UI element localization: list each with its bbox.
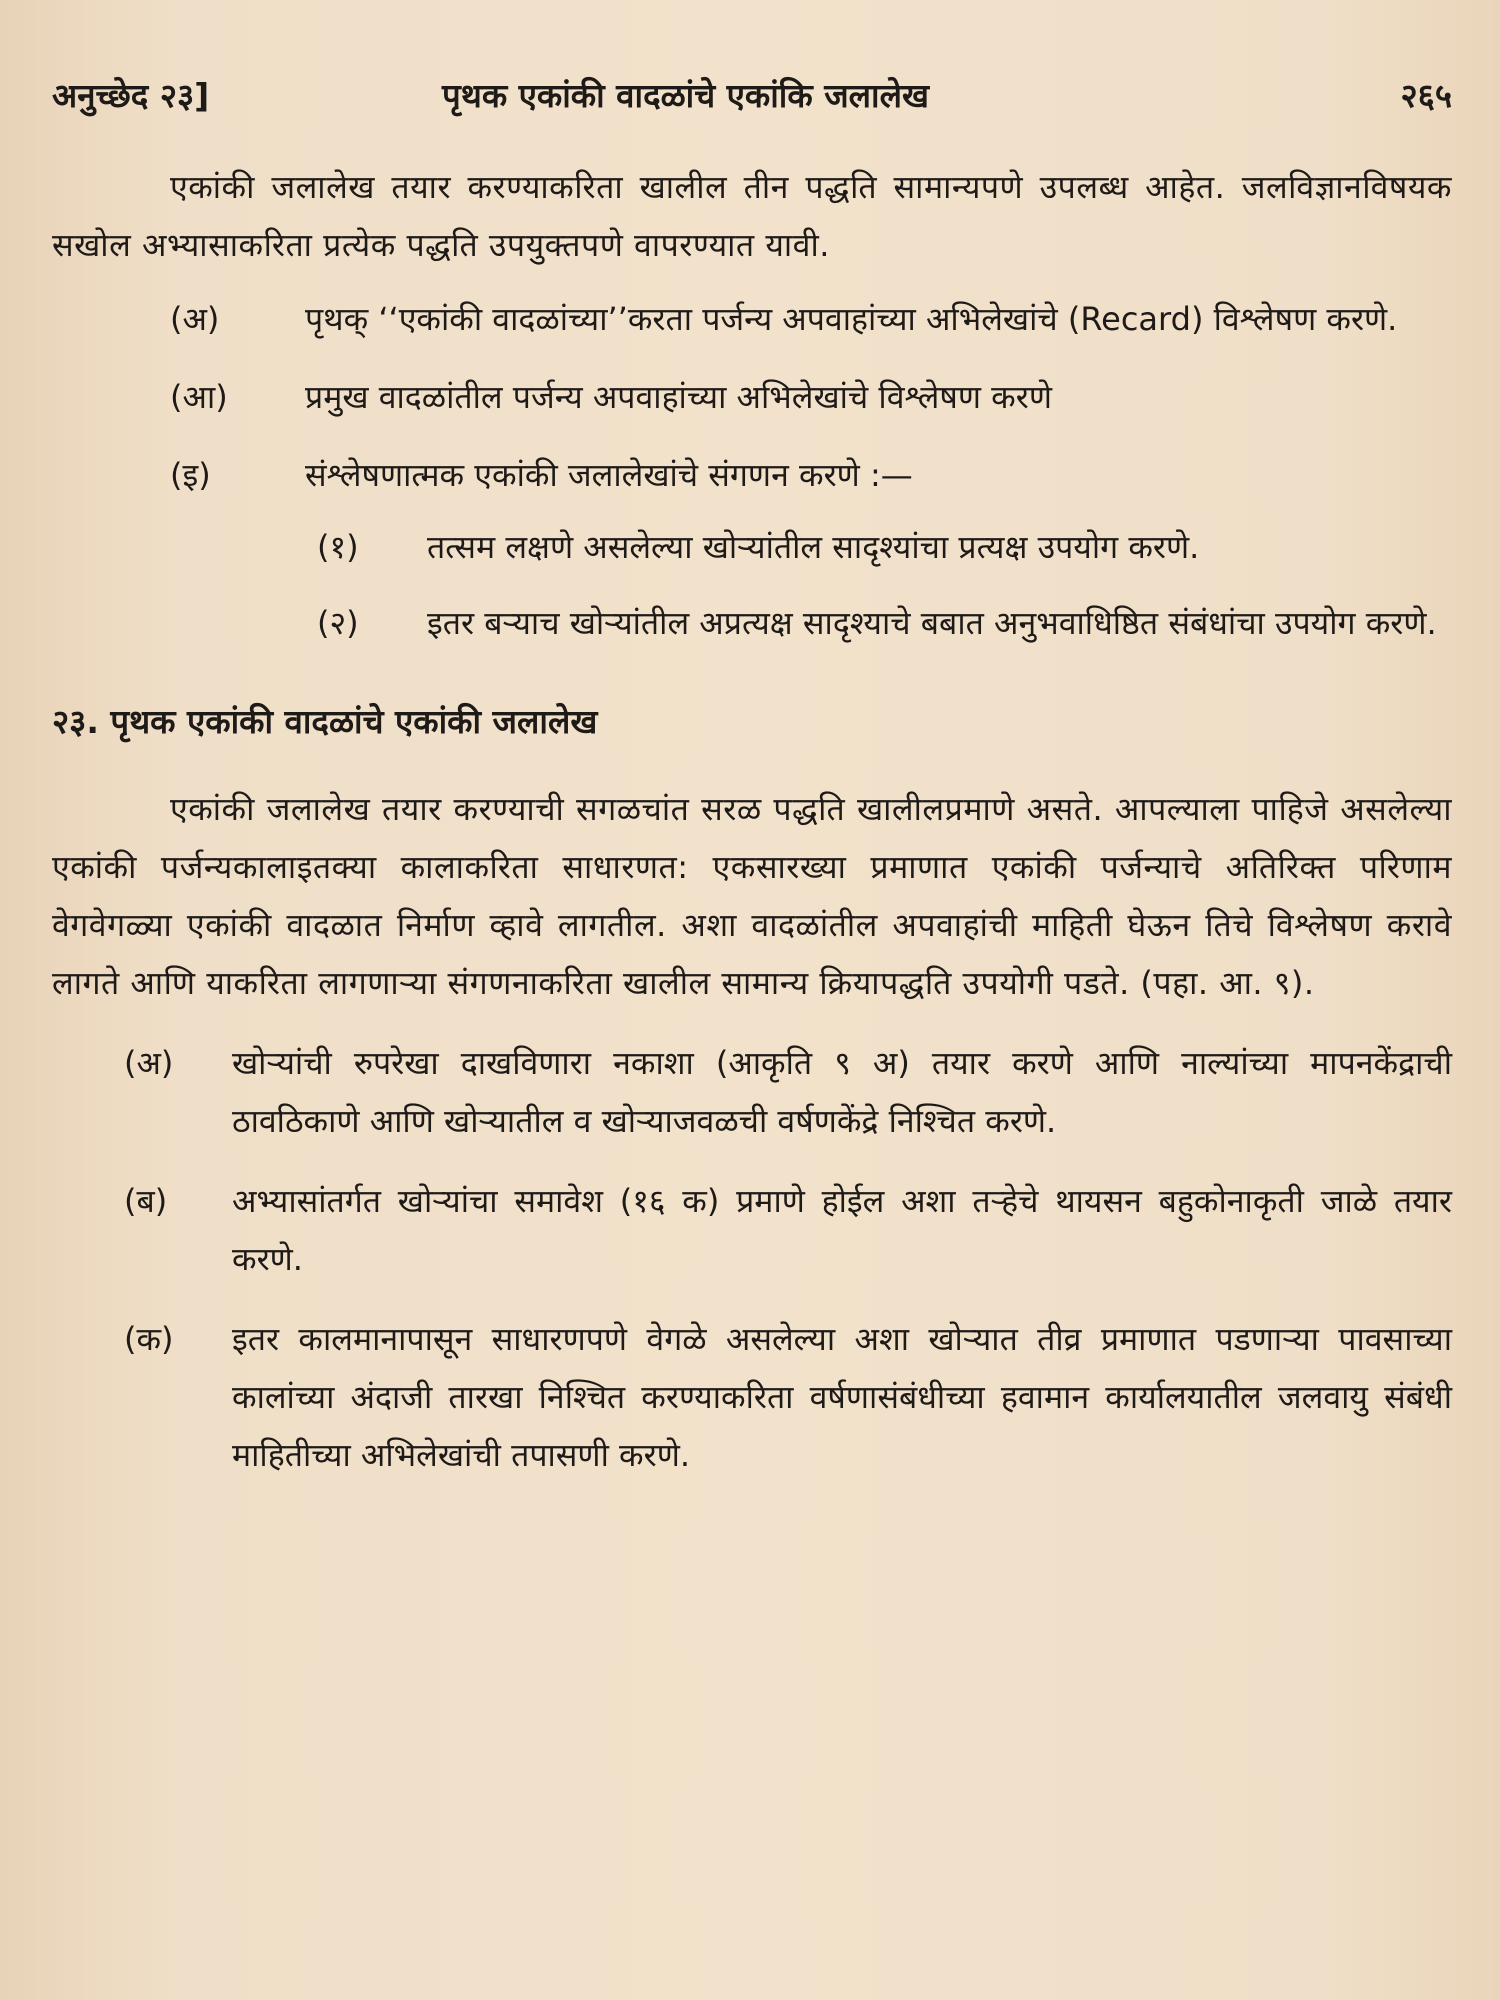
method-text: संश्लेषणात्मक एकांकी जलालेखांचे संगणन करणे :— [305,456,913,494]
methods-list [52,290,1452,504]
article-reference: अनुच्छेद २३] [52,76,210,115]
method-label: (आ) [170,378,228,416]
step-item [124,1034,1452,1150]
intro-paragraph: एकांकी जलालेख तयार करण्याकरिता खालील तीन पद्धति सामान्यपणे उपलब्ध आहेत. जलविज्ञानविषयक सखोल अभ्यासाकरिता प्रत्येक पद्धति उपयुक्तपणे वापरण्यात यावी. [52,168,1452,264]
sub-method-item [317,518,1452,576]
method-label: (अ) [170,300,220,338]
method-item [170,290,1452,348]
sub-method-item [317,594,1452,652]
sub-method-label: (२) [317,604,359,642]
step-label: (ब) [124,1182,168,1220]
step-label: (क) [124,1320,174,1358]
header-title: पृथक एकांकी वादळांचे एकांकि जलालेख [442,76,929,115]
sub-methods-list [52,518,1452,652]
sub-method-text: इतर बऱ्याच खोऱ्यांतील अप्रत्यक्ष सादृश्याचे बबात अनुभवाधिष्ठित संबंधांचा उपयोग करणे. [427,604,1437,642]
step-text: इतर कालमानापासून साधारणपणे वेगळे असलेल्या अशा खोऱ्यात तीव्र प्रमाणात पडणाऱ्या पावसाच्या कालांच्या अंदाजी तारखा निश्चित करण्याकरिता वर्षणासंबंधीच्या हवामान कार्यालयातील जलवायु संबंधी माहितीच्या अभिलेखांची तपासणी करणे. [232,1320,1452,1474]
method-item [170,368,1452,426]
page-number: २६५ [1400,76,1452,115]
method-label: (इ) [170,456,211,494]
step-text: अभ्यासांतर्गत खोऱ्यांचा समावेश (१६ क) प्रमाणे होईल अशा तऱ्हेचे थायसन बहुकोनाकृती जाळे तयार करणे. [232,1182,1452,1278]
step-label: (अ) [124,1044,174,1082]
step-item [124,1310,1452,1484]
running-header [52,60,1452,130]
method-text: प्रमुख वादळांतील पर्जन्य अपवाहांच्या अभिलेखांचे विश्लेषण करणे [305,378,1052,416]
section-heading: २३. पृथक एकांकी वादळांचे एकांकी जलालेख [52,702,598,741]
procedure-steps-list [52,1034,1452,1484]
section-paragraph: एकांकी जलालेख तयार करण्याची सगळचांत सरळ पद्धति खालीलप्रमाणे असते. आपल्याला पाहिजे असलेल्या एकांकी पर्जन्यकालाइतक्या कालाकरिता साधारणत: एकसारख्या प्रमाणात एकांकी पर्जन्याचे अतिरिक्त परिणाम वेगवेगळ्या एकांकी वादळात निर्माण व्हावे लागतील. अशा वादळांतील अपवाहांची माहिती घेऊन तिचे विश्लेषण करावे लागते आणि याकरिता लागणाऱ्या संगणनाकरिता खालील सामान्य क्रियापद्धति उपयोगी पडते. (पहा. आ. ९). [52,790,1452,1002]
sub-method-text: तत्सम लक्षणे असलेल्या खोऱ्यांतील सादृश्यांचा प्रत्यक्ष उपयोग करणे. [427,528,1200,566]
method-item [170,446,1452,504]
step-text: खोऱ्यांची रुपरेखा दाखविणारा नकाशा (आकृति ९ अ) तयार करणे आणि नाल्यांच्या मापनकेंद्राची ठावठिकाणे आणि खोऱ्यातील व खोऱ्याजवळची वर्षणकेंद्रे निश्चित करणे. [232,1044,1452,1140]
step-item [124,1172,1452,1288]
method-text: पृथक् ‘‘एकांकी वादळांच्या’’करता पर्जन्य अपवाहांच्या अभिलेखांचे (Recard) विश्लेषण करणे. [305,300,1398,338]
sub-method-label: (१) [317,528,359,566]
